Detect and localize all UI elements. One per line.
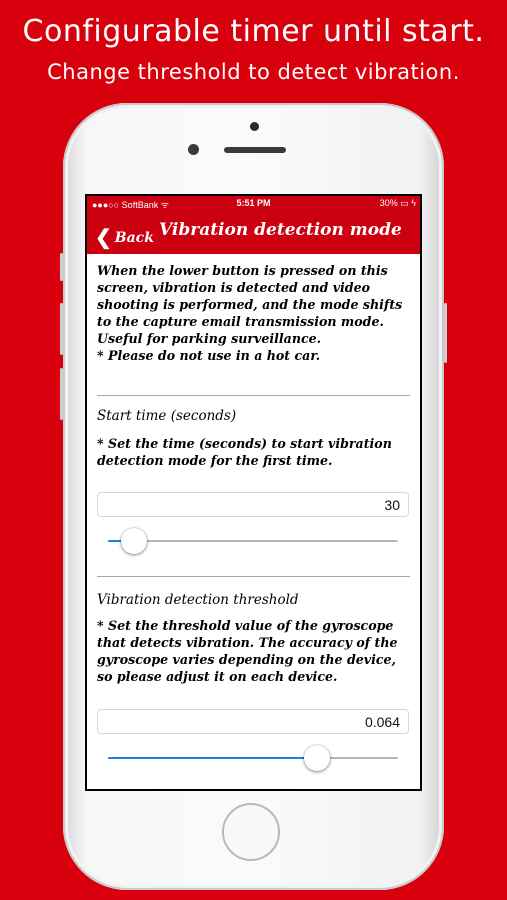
mute-switch [60,253,63,281]
volume-up-button [60,303,63,355]
promo-subheadline: Change threshold to detect vibration. [47,60,460,84]
threshold-note: * Set the threshold value of the gyroscope that detects vibration. The accuracy of the gyroscope varies depending on the device, so please adjust it on each device. [97,618,398,684]
home-button[interactable] [222,803,280,861]
slider-thumb[interactable] [304,745,330,771]
navigation-bar [87,210,420,254]
back-button[interactable] [95,223,154,247]
description-text: When the lower button is pressed on this screen, vibration is detected and video shooting is performed, and the mode shifts to the capture email transmission mode. Useful for parking surveillance. [97,263,403,346]
status-time: 5:51 PM [236,198,271,208]
slider-track [108,540,398,542]
volume-down-button [60,368,63,420]
earpiece-speaker [224,147,286,153]
proximity-sensor [250,122,259,131]
start-time-field[interactable]: 30 [97,492,409,517]
mode-description [97,262,413,364]
status-bar [87,196,420,210]
start-time-title: Start time (seconds) [97,408,237,424]
start-time-slider[interactable] [108,526,398,556]
back-label: Back [114,230,154,246]
page-title: Vibration detection mode [159,220,402,240]
phone-frame [63,103,444,890]
battery-indicator: 30% ▭ ϟ [379,198,416,208]
carrier-signal: ●●●○○ SoftBank ᯤ [92,200,169,210]
threshold-slider[interactable] [108,743,398,773]
front-camera [188,144,199,155]
threshold-field[interactable]: 0.064 [97,709,409,734]
phone-screen [85,194,422,791]
divider [97,395,410,396]
slider-thumb[interactable] [121,528,147,554]
hot-car-warning: * Please do not use in a hot car. [97,348,321,363]
start-time-note: * Set the time (seconds) to start vibration detection mode for the first time. [97,436,392,468]
app-screen [87,196,420,789]
threshold-title: Vibration detection threshold [97,592,299,608]
slider-fill [108,757,317,759]
promo-headline: Configurable timer until start. [22,14,485,49]
power-button [444,303,447,363]
chevron-left-icon: ❮ [95,225,112,249]
divider [97,576,410,577]
